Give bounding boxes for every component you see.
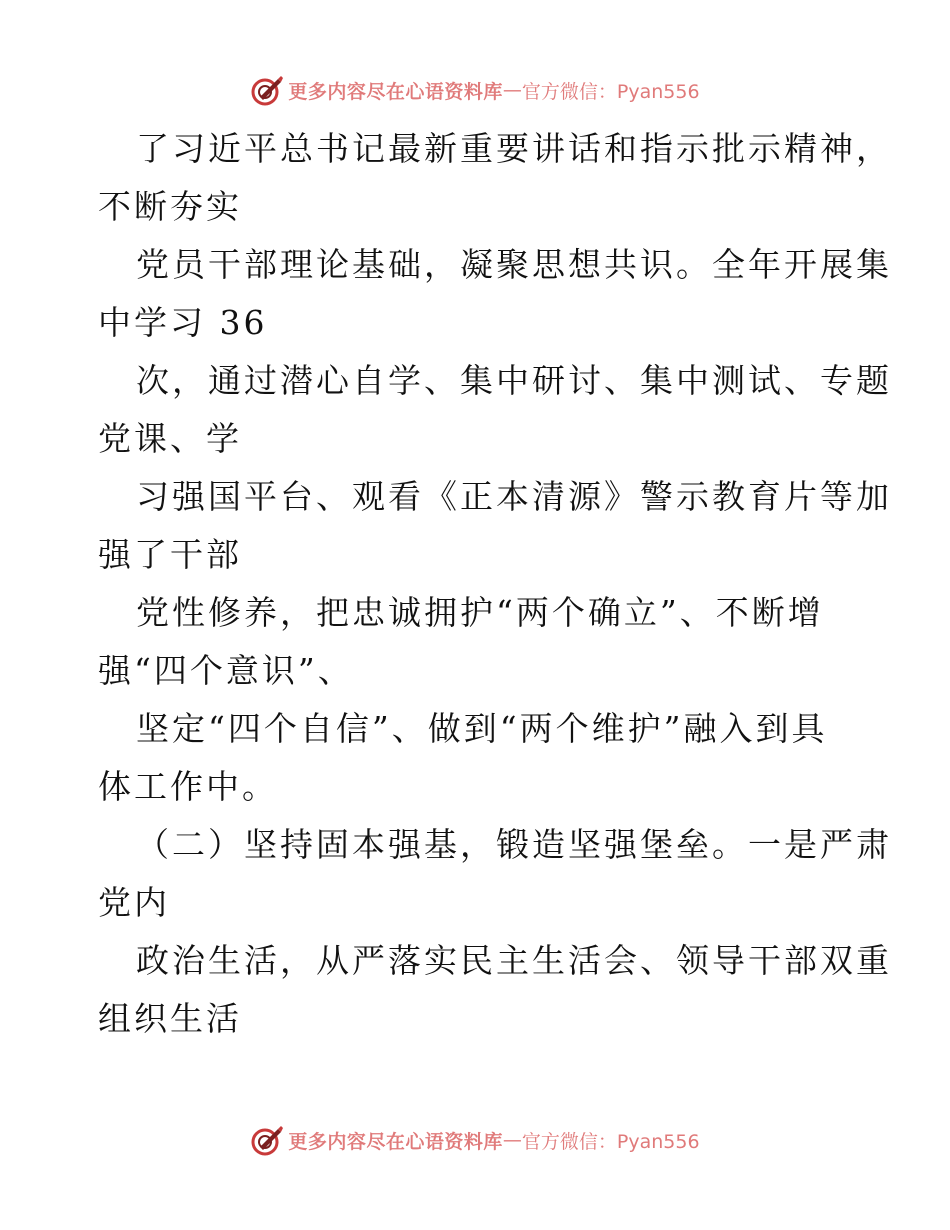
- text-line: 坚定“四个自信”、做到“两个维护”融入到具: [136, 709, 828, 748]
- banner-wechat-text: 官方微信：Pyan556: [521, 1130, 700, 1153]
- text-line: 党性修养，把忠诚拥护“两个确立”、不断增: [136, 593, 824, 632]
- text-line: 中学习 36: [98, 303, 268, 342]
- banner-main-text: 更多内容尽在心语资料库: [288, 80, 503, 103]
- header-banner: [0, 70, 950, 110]
- text-line: 了习近平总书记最新重要讲话和指示批示精神，: [136, 129, 892, 168]
- text-line: 政治生活，从严落实民主生活会、领导干部双重: [136, 941, 892, 980]
- text-line: （二）坚持固本强基，锻造坚强堡垒。一是严肃: [136, 825, 892, 864]
- text-line: 体工作中。: [98, 767, 278, 806]
- banner-separator: —: [502, 79, 522, 101]
- text-line: 组织生活: [98, 999, 242, 1038]
- banner-wechat-text: 官方微信：Pyan556: [521, 80, 700, 103]
- banner-separator: —: [502, 1129, 522, 1151]
- pen-logo-icon: [250, 73, 284, 107]
- text-line: 党员干部理论基础，凝聚思想共识。全年开展集: [136, 245, 892, 284]
- document-body: [98, 120, 892, 1048]
- text-line: 不断夯实: [98, 187, 242, 226]
- pen-logo-icon: [250, 1123, 284, 1157]
- text-line: 次，通过潜心自学、集中研讨、集中测试、专题: [136, 361, 892, 400]
- text-line: 强“四个意识”、: [98, 651, 354, 690]
- text-line: 党课、学: [98, 419, 242, 458]
- banner-main-text: 更多内容尽在心语资料库: [288, 1130, 503, 1153]
- footer-banner: [0, 1120, 950, 1160]
- text-line: 强了干部: [98, 535, 242, 574]
- text-line: 习强国平台、观看《正本清源》警示教育片等加: [136, 477, 892, 516]
- text-line: 党内: [98, 883, 170, 922]
